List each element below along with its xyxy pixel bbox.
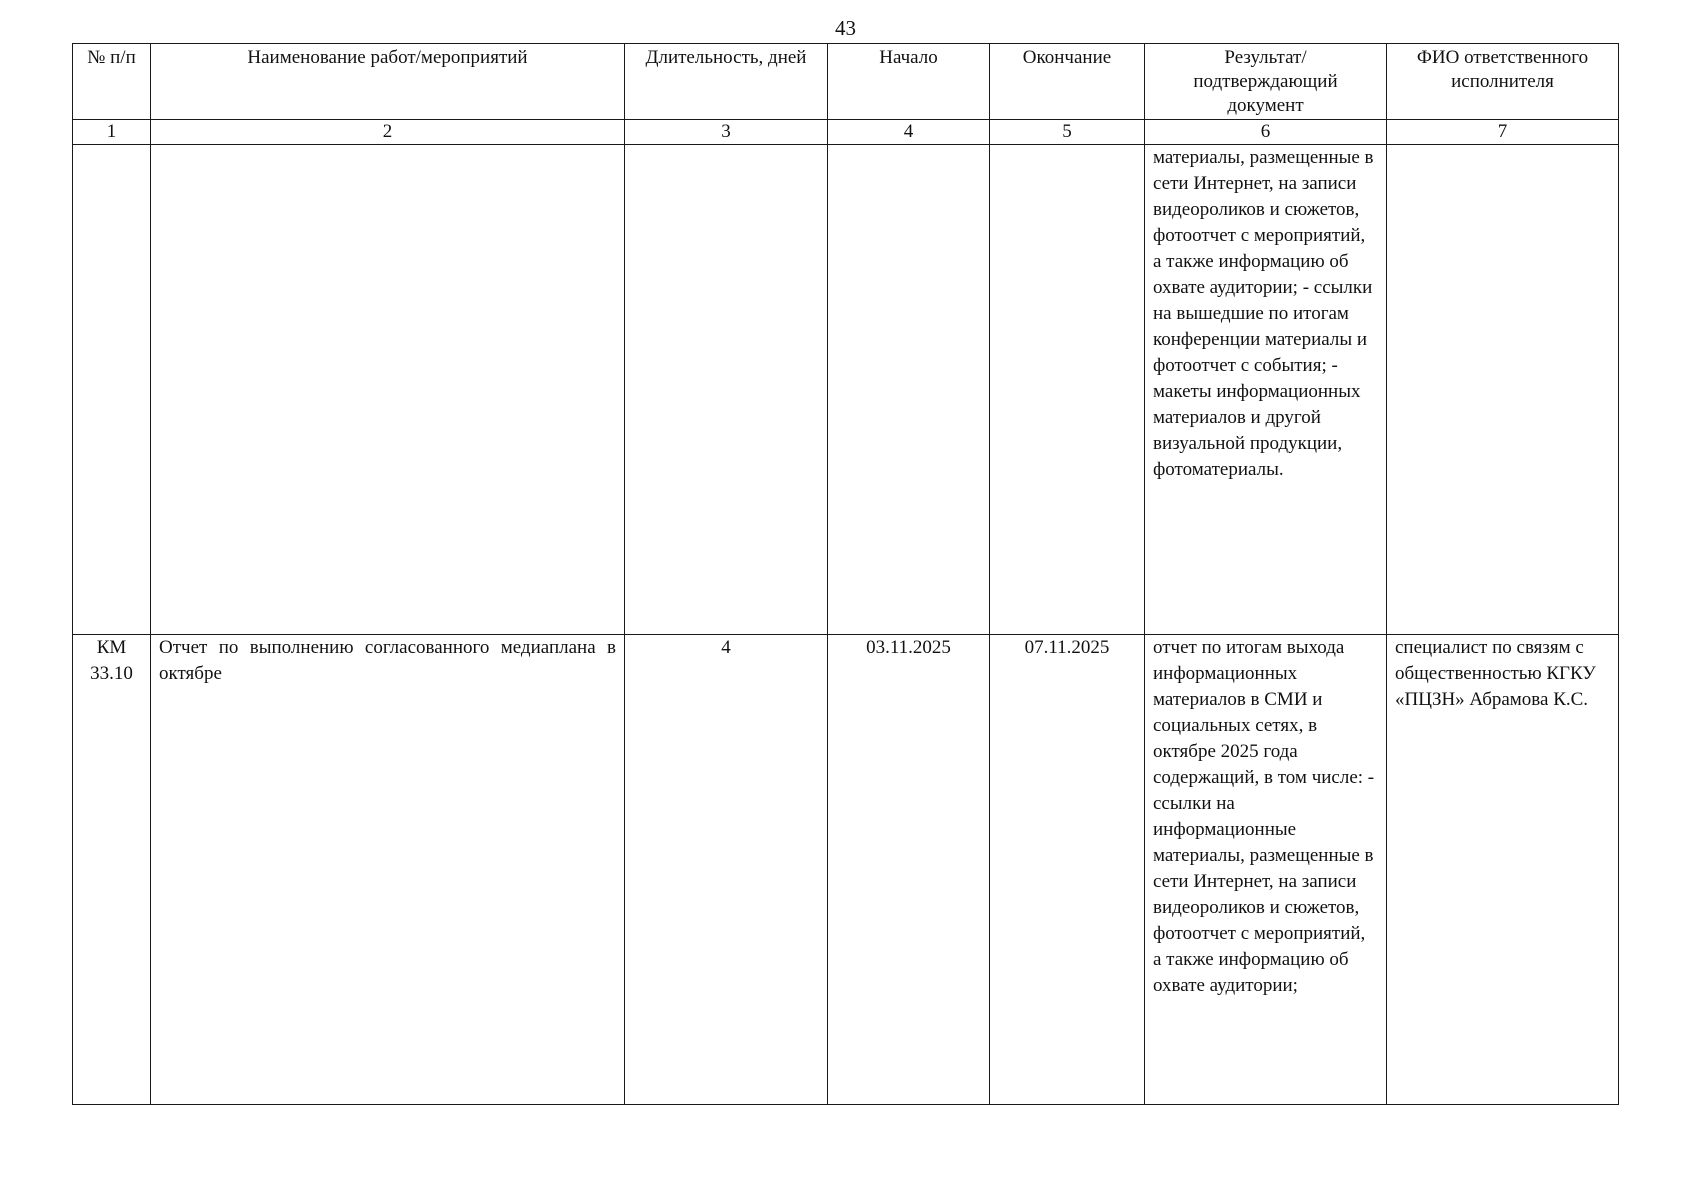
header-responsible: ФИО ответственного исполнителя xyxy=(1387,44,1619,120)
header-end: Окончание xyxy=(990,44,1145,120)
row-start-cell: 03.11.2025 xyxy=(828,635,990,1105)
column-number: 7 xyxy=(1387,120,1619,145)
row-result-text: отчет по итогам выхода информационных материалов в СМИ и социальных сетях, в октябре 2025 года содержащий, в том числе: - ссылки на информационные материалы, размещенные в сети Интернет, на записи видеороликов и сюжетов, фотоотчет с мероприятий, а также информацию об охвате аудитории; xyxy=(1153,637,1375,996)
row-duration-cell xyxy=(625,145,828,635)
header-work-name: Наименование работ/мероприятий xyxy=(151,44,625,120)
header-start: Начало xyxy=(828,44,990,120)
row-responsible-cell: специалист по связям с общественностью КГКУ «ПЦЗН» Абрамова К.С. xyxy=(1387,635,1619,1105)
row-duration-cell: 4 xyxy=(625,635,828,1105)
row-end-cell: 07.11.2025 xyxy=(990,635,1145,1105)
row-number-cell xyxy=(73,145,151,635)
row-name-cell xyxy=(151,145,625,635)
table-row-continuation xyxy=(73,145,1619,635)
column-number: 3 xyxy=(625,120,828,145)
page-number: 43 xyxy=(835,16,856,40)
row-responsible-cell xyxy=(1387,145,1619,635)
column-numbers-row xyxy=(73,120,1619,145)
row-number-cell: КМ 33.10 xyxy=(73,635,151,1105)
row-name-cell: Отчет по выполнению согласованного медиаплана в октябре xyxy=(151,635,625,1105)
header-row xyxy=(73,44,1619,120)
row-result-cell: материалы, размещенные в сети Интернет, на записи видеороликов и сюжетов, фотоотчет с мероприятий, а также информацию об охвате аудитории; - ссылки на вышедшие по итогам конференции материалы и фотоотчет с события; - макеты информационных материалов и другой визуальной продукции, фотоматериалы. xyxy=(1145,145,1387,635)
work-plan-table xyxy=(72,43,1619,1105)
header-duration: Длительность, дней xyxy=(625,44,828,120)
header-number: № п/п xyxy=(73,44,151,120)
column-number: 2 xyxy=(151,120,625,145)
column-number: 4 xyxy=(828,120,990,145)
header-result: Результат/ подтверждающий документ xyxy=(1145,44,1387,120)
row-end-cell xyxy=(990,145,1145,635)
column-number: 5 xyxy=(990,120,1145,145)
row-start-cell xyxy=(828,145,990,635)
row-result-cell xyxy=(1145,635,1387,1105)
column-number: 6 xyxy=(1145,120,1387,145)
table-row-km-33-10 xyxy=(73,635,1619,1105)
column-number: 1 xyxy=(73,120,151,145)
